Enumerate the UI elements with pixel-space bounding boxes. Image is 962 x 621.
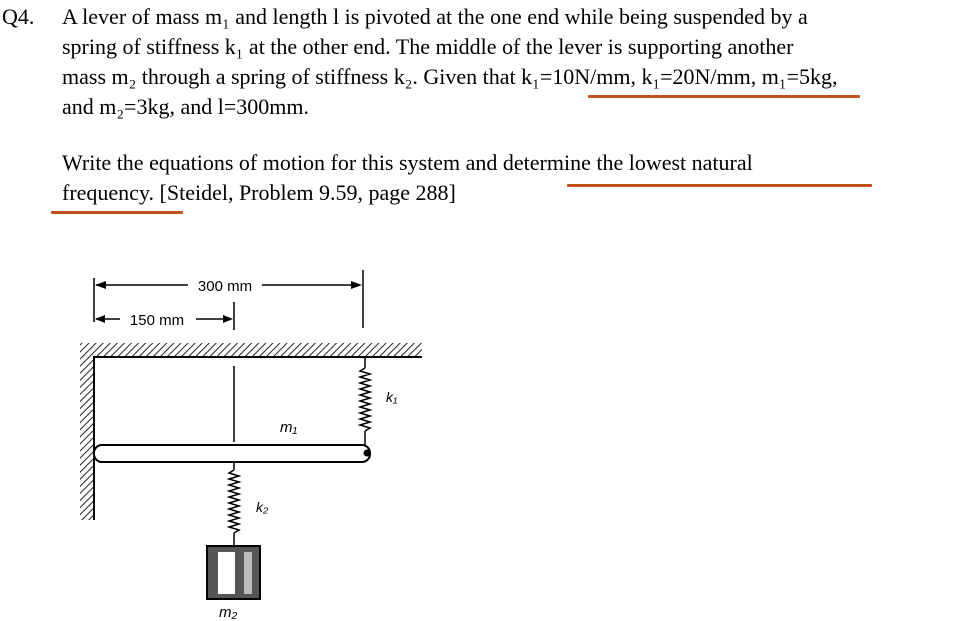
task-line: Write the equations of motion for this system and determine the lowest natural (62, 150, 753, 175)
spring-k2 (229, 462, 239, 546)
label-k1: k₁ (386, 389, 398, 405)
dimension-150mm: 150 mm (129, 312, 185, 329)
statement-line: and m₂=3kg, and l=300mm. (62, 94, 309, 119)
spring-k1 (360, 357, 370, 446)
statement-line: mass m₂ through a spring of stiffness k₂. Given that k₁=10N/mm, k₁=20N/mm, m₁=5kg, (62, 64, 838, 89)
label-k2: k₂ (256, 499, 269, 515)
wall-support (80, 357, 94, 520)
label-m1: m₁ (280, 419, 298, 436)
lever (94, 445, 371, 462)
statement-line: A lever of mass m₁ and length l is pivoted at the one end while being suspended by a (62, 4, 808, 29)
ceiling-support (80, 343, 422, 357)
dimension-300mm: 300 mm (197, 278, 253, 295)
label-m2: m₂ (219, 604, 238, 621)
question-number: Q4. (2, 4, 35, 29)
statement-line: spring of stiffness k₁ at the other end. The middle of the lever is supporting another (62, 34, 794, 59)
task-line: frequency. [Steidel, Problem 9.59, page 288] (62, 180, 456, 205)
mass-m2 (207, 546, 260, 599)
